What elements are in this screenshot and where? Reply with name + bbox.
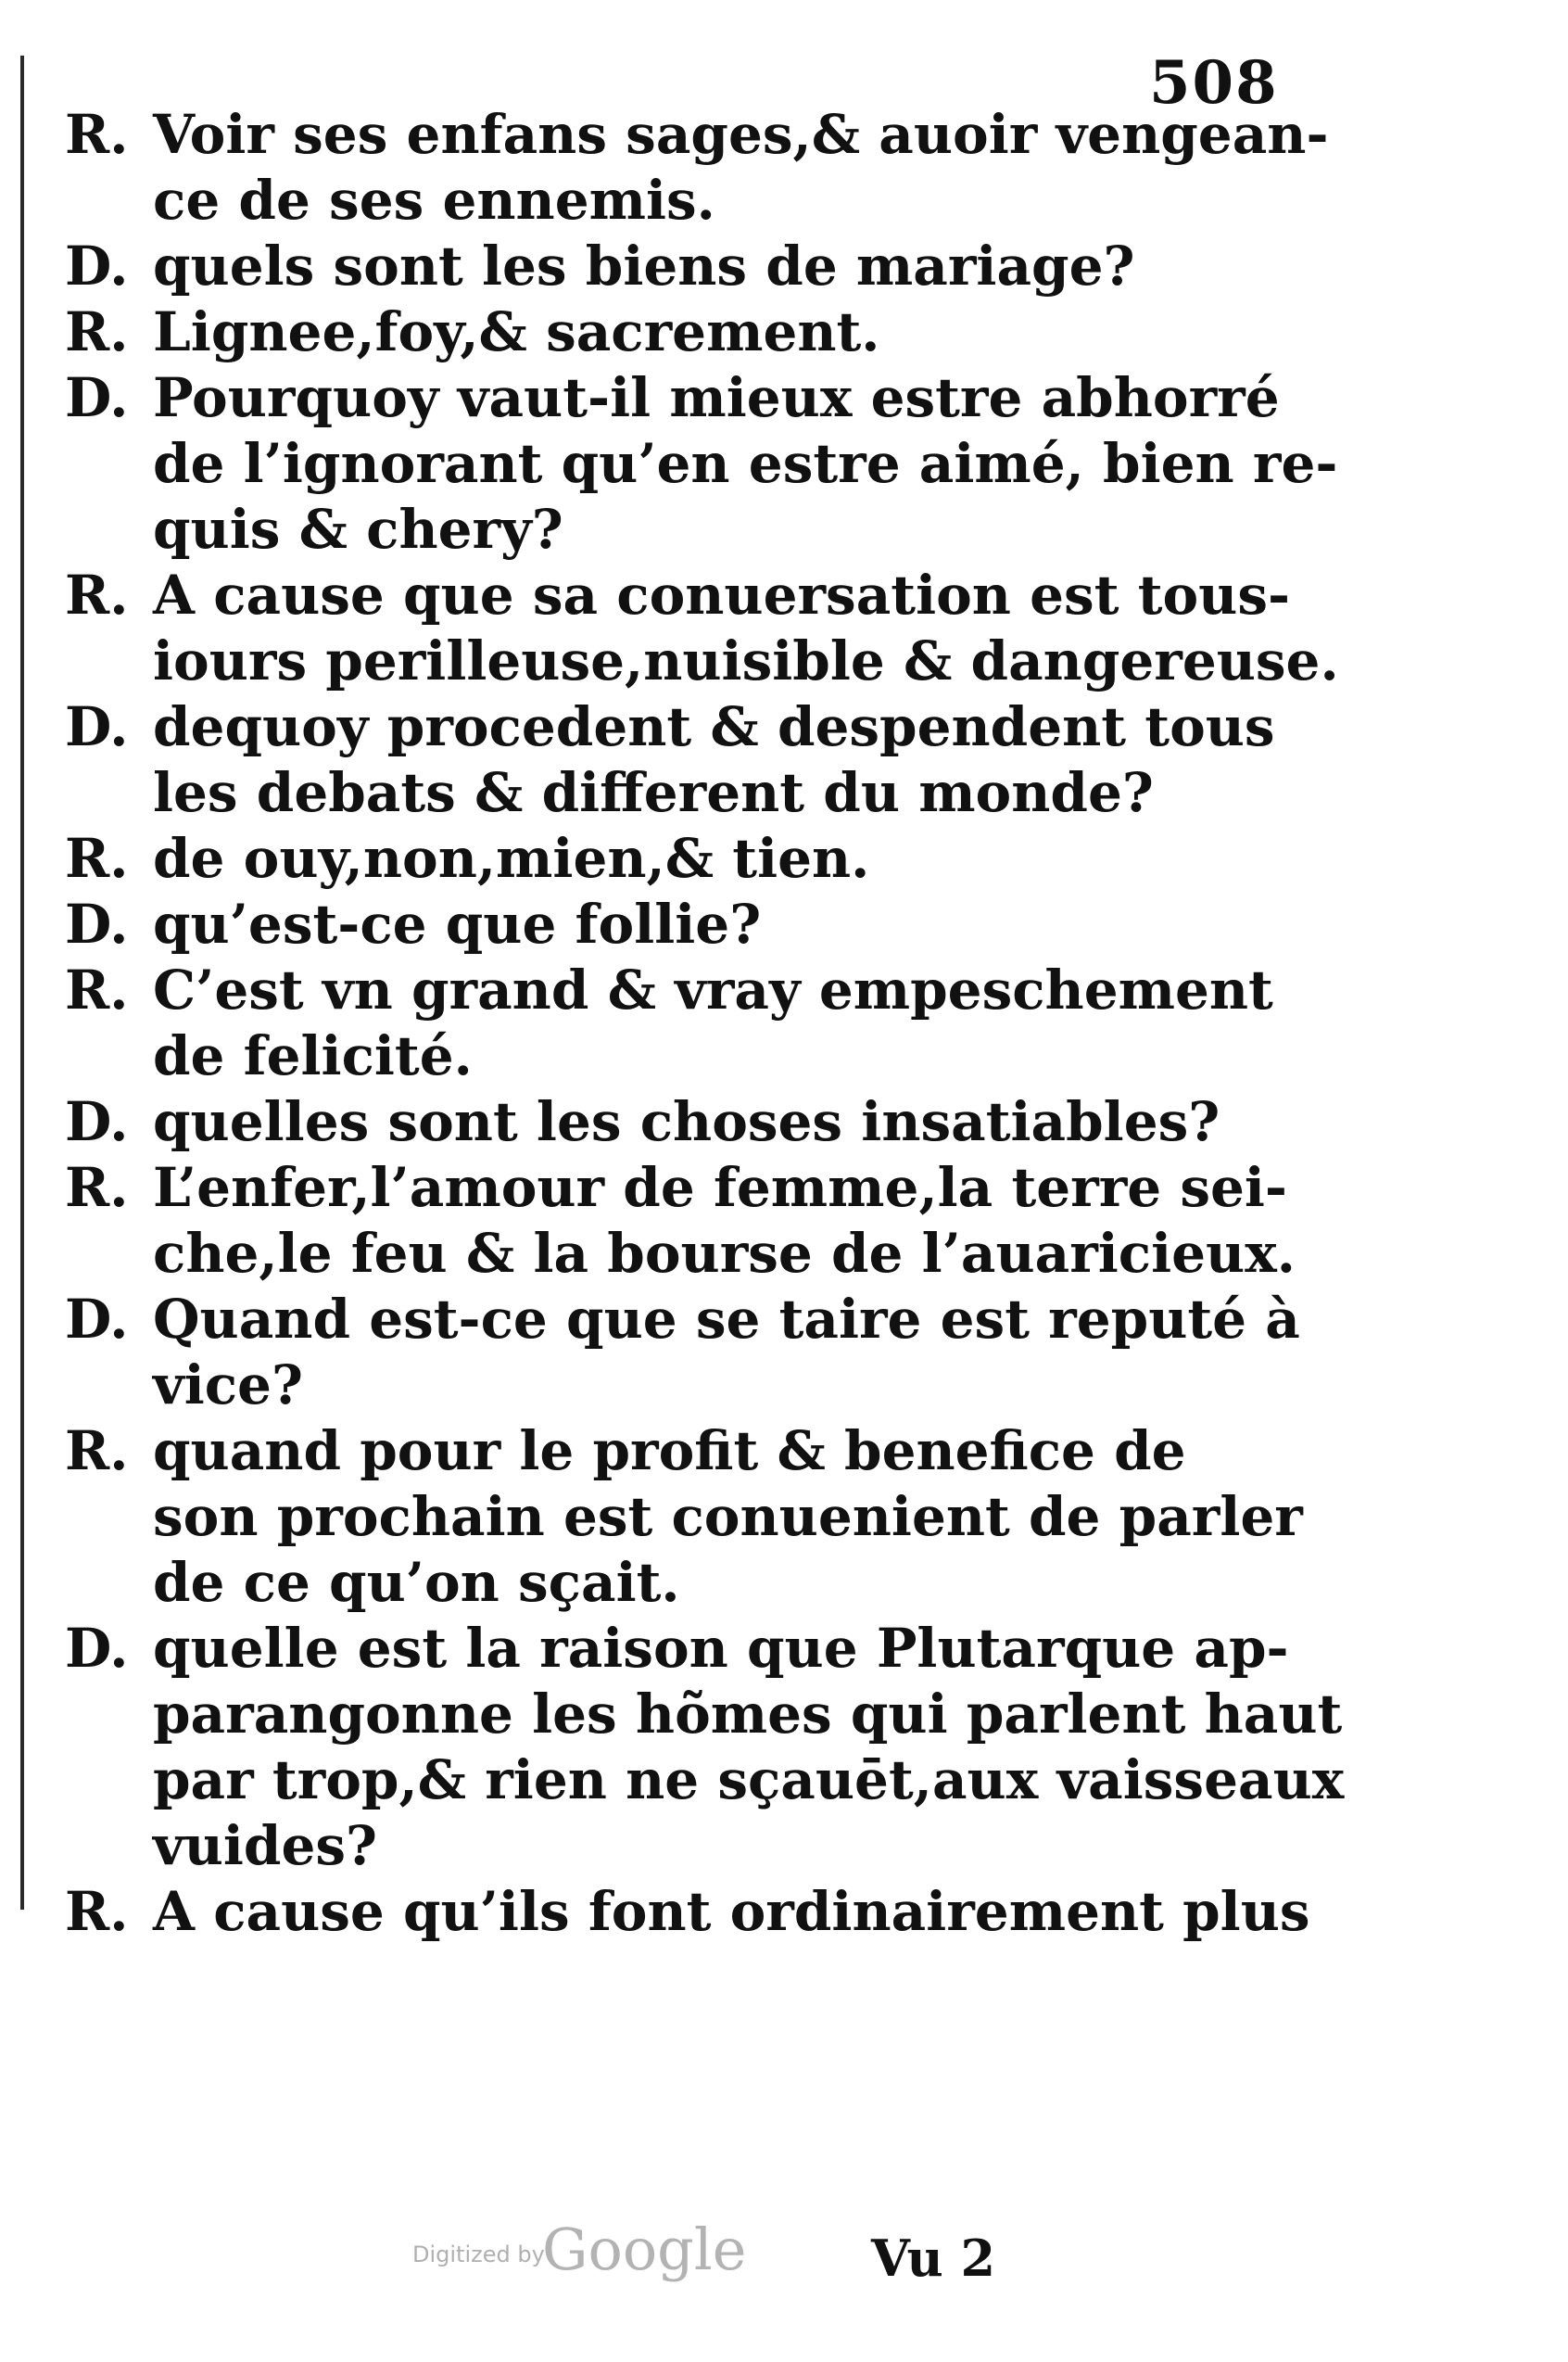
- text-line: [65, 1221, 1297, 1287]
- page-number: 508: [1149, 48, 1279, 118]
- text-line: [65, 365, 1297, 431]
- text-line: [65, 299, 1297, 365]
- text-line: [65, 234, 1297, 299]
- line-text: quelles sont les choses insatiables?: [153, 1090, 1220, 1153]
- text-line: [65, 826, 1297, 892]
- speaker-marker: R.: [65, 1880, 129, 1943]
- text-line: [65, 694, 1297, 760]
- speaker-marker: R.: [65, 1156, 129, 1219]
- speaker-marker: R.: [65, 564, 129, 627]
- speaker-marker: R.: [65, 300, 129, 363]
- text-line: [65, 1550, 1297, 1616]
- speaker-marker: D.: [65, 1090, 129, 1153]
- line-text: Pourquoy vaut-il mieux estre abhorré: [153, 366, 1280, 429]
- line-text: par trop,& rien ne sçauēt,aux vaisseaux: [153, 1748, 1345, 1811]
- line-text: son prochain est conuenient de parler: [153, 1485, 1303, 1548]
- line-text: quis & chery?: [153, 498, 563, 561]
- line-text: dequoy procedent & despendent tous: [153, 695, 1275, 758]
- line-text: de felicité.: [153, 1024, 473, 1087]
- speaker-marker: D.: [65, 1288, 129, 1351]
- text-line: [65, 1155, 1297, 1221]
- text-block: [65, 102, 1345, 1945]
- text-line: [65, 431, 1338, 497]
- line-text: A cause que sa conuersation est tous-: [153, 564, 1291, 627]
- line-text: de ce qu’on sçait.: [153, 1551, 680, 1614]
- line-text: parangonne les hõmes qui parlent haut: [153, 1683, 1343, 1746]
- speaker-marker: D.: [65, 1617, 129, 1680]
- line-text: ce de ses ennemis.: [153, 169, 715, 232]
- text-line: [65, 497, 1297, 563]
- text-line: [65, 563, 1297, 629]
- text-line: [65, 1879, 1310, 1945]
- text-line: [65, 102, 1329, 168]
- line-text: qu’est-ce que follie?: [153, 893, 762, 956]
- speaker-marker: R.: [65, 827, 129, 890]
- text-line: [65, 1287, 1300, 1352]
- line-text: vice?: [153, 1353, 303, 1416]
- speaker-marker: R.: [65, 1419, 129, 1482]
- line-text: de ouy,non,mien,& tien.: [153, 827, 870, 890]
- text-line: [65, 1089, 1297, 1155]
- speaker-marker: D.: [65, 893, 129, 956]
- digitized-by-label: Digitized by: [412, 2241, 545, 2267]
- text-line: [65, 1813, 1297, 1879]
- text-line: [65, 1023, 1297, 1089]
- line-text: quels sont les biens de mariage?: [153, 235, 1135, 298]
- line-text: iours perilleuse,nuisible & dangereuse.: [153, 629, 1339, 692]
- speaker-marker: R.: [65, 959, 129, 1022]
- speaker-marker: R.: [65, 103, 129, 166]
- text-line: [65, 892, 1297, 958]
- line-text: les debats & different du monde?: [153, 761, 1154, 824]
- text-line: [65, 1682, 1343, 1747]
- signature-mark: Vu 2: [871, 2229, 996, 2288]
- line-text: Lignee,foy,& sacrement.: [153, 300, 880, 363]
- line-text: Quand est-ce que se taire est reputé à: [153, 1288, 1300, 1351]
- page-edge-rule: [20, 56, 24, 1910]
- google-watermark-logo: Google: [542, 2216, 747, 2283]
- speaker-marker: D.: [65, 235, 129, 298]
- line-text: de l’ignorant qu’en estre aimé, bien re-: [153, 432, 1338, 495]
- text-line: [65, 1747, 1345, 1813]
- text-line: [65, 629, 1339, 694]
- line-text: L’enfer,l’amour de femme,la terre sei-: [153, 1156, 1288, 1219]
- line-text: A cause qu’ils font ordinairement plus: [153, 1880, 1310, 1943]
- line-text: quand pour le profit & benefice de: [153, 1419, 1186, 1482]
- text-line: [65, 1484, 1303, 1550]
- text-line: [65, 1352, 1297, 1418]
- text-line: [65, 1616, 1297, 1682]
- text-line: [65, 1418, 1297, 1484]
- page-footer: [0, 2216, 1568, 2297]
- text-line: [65, 958, 1297, 1023]
- line-text: C’est vn grand & vray empeschement: [153, 959, 1273, 1022]
- text-line: [65, 760, 1297, 826]
- line-text: Voir ses enfans sages,& auoir vengean-: [153, 103, 1329, 166]
- line-text: che,le feu & la bourse de l’auaricieux.: [153, 1222, 1296, 1285]
- speaker-marker: D.: [65, 366, 129, 429]
- line-text: quelle est la raison que Plutarque ap-: [153, 1617, 1289, 1680]
- line-text: vuides?: [153, 1814, 377, 1877]
- speaker-marker: D.: [65, 695, 129, 758]
- text-line: [65, 168, 1297, 234]
